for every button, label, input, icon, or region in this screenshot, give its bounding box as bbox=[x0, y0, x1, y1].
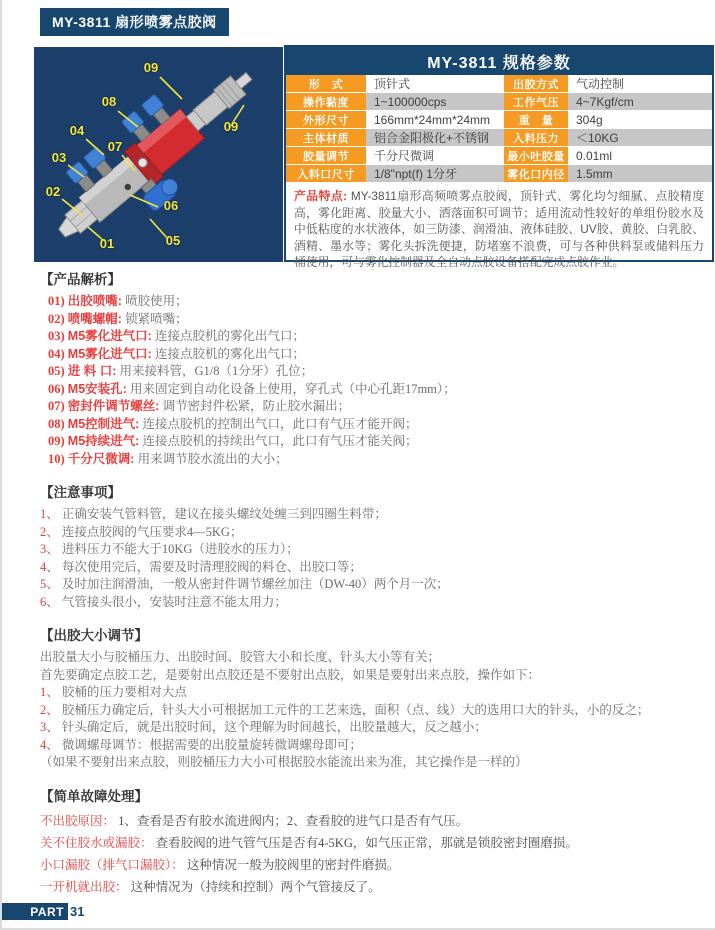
troubleshoot-item-term: 关不住胶水或漏胶： bbox=[40, 835, 153, 850]
callout-09-top: 09 bbox=[143, 60, 159, 75]
spec-table-row bbox=[286, 111, 712, 129]
spec-value: 铝合金阳极化+不锈钢 bbox=[366, 129, 504, 146]
spec-label: 最小吐胶量 bbox=[504, 147, 568, 164]
spec-value: 1.5mm bbox=[568, 165, 712, 182]
adjust-item bbox=[40, 702, 708, 720]
analysis-item-number: 04) bbox=[48, 346, 65, 361]
analysis-item-desc: 调节密封件松紧，防止胶水漏出； bbox=[162, 399, 351, 413]
callout-02: 02 bbox=[45, 184, 61, 199]
analysis-item-term: M5安装孔: bbox=[67, 381, 127, 396]
spec-value: 166mm*24mm*24mm bbox=[366, 111, 504, 128]
spec-label: 出胶方式 bbox=[504, 75, 568, 92]
spec-label: 胶量调节 bbox=[286, 147, 366, 164]
adjust-intro-line: 首先要确定点胶工艺，是要射出点胶还是不要射出点胶，如果是要射出来点胶，操作如下： bbox=[40, 667, 541, 682]
notes-item-number: 1、 bbox=[40, 507, 59, 521]
features-text: MY-3811扇形高频喷雾点胶阀，顶针式、雾化均匀细腻、点胶精度高，雾化距离、胶量大小、洒落面积可调节；适用流动性较好的单组份胶水及中低粘度的水状液体，如三防漆、润滑油、液体硅胶、UV胶、黄胶、白乳胶、酒精、墨水等；雾化头拆洗便捷，防堵塞不浪费，可与各种供料泵或储料压力桶使用，可与雾化控制器及全自动点胶设备搭配完成点胶作业。 bbox=[294, 189, 704, 269]
analysis-item-desc: 连接点胶机的雾化出气口； bbox=[154, 346, 305, 361]
analysis-item bbox=[48, 363, 708, 381]
adjust-item bbox=[40, 737, 708, 755]
notes-item-number: 2、 bbox=[40, 524, 59, 539]
section-analysis bbox=[40, 268, 708, 468]
adjust-item-number: 4、 bbox=[40, 737, 59, 752]
adjust-outro-line: （如果不要射出来点胶，则胶桶压力大小可根据胶水能流出来为准，其它操作是一样的） bbox=[40, 755, 528, 769]
analysis-item-term: 密封件调节螺丝: bbox=[67, 399, 160, 413]
analysis-item-number: 03) bbox=[48, 329, 65, 343]
analysis-item bbox=[48, 311, 708, 329]
spec-label: 外形尺寸 bbox=[286, 111, 366, 128]
troubleshoot-item-text: 这种情况一般为胶阀里的密封件磨损。 bbox=[186, 857, 400, 872]
analysis-item-term: M5雾化进气口: bbox=[67, 346, 152, 361]
notes-item bbox=[40, 541, 708, 559]
analysis-item-number: 06) bbox=[48, 381, 65, 396]
adjust-item-text: 胶桶压力确定后，针头大小可根据加工元件的工艺来选，面积（点、线）大的选用口大的针头，小的反之； bbox=[61, 702, 650, 717]
analysis-item bbox=[48, 381, 708, 399]
callout-04: 04 bbox=[69, 123, 85, 138]
analysis-item-desc: 喷胶使用； bbox=[125, 294, 188, 308]
callout-03: 03 bbox=[51, 150, 67, 165]
spec-label: 入料口尺寸 bbox=[286, 165, 366, 182]
spec-value: 1~100000cps bbox=[366, 93, 504, 110]
adjust-item bbox=[40, 719, 708, 737]
adjust-item-text: 胶桶的压力要相对大点 bbox=[61, 685, 187, 699]
analysis-item-term: 千分尺微调: bbox=[67, 451, 135, 466]
analysis-item-number: 07) bbox=[48, 399, 65, 413]
spec-value: 顶针式 bbox=[366, 75, 504, 92]
analysis-item-term: 喷嘴螺帽: bbox=[67, 311, 122, 326]
troubleshoot-item bbox=[40, 854, 708, 876]
spec-panel bbox=[284, 45, 714, 269]
analysis-item-desc: 锁紧喷嘴； bbox=[125, 311, 188, 326]
troubleshoot-item bbox=[40, 876, 708, 898]
callout-01: 01 bbox=[99, 236, 115, 251]
spec-label: 主体材质 bbox=[286, 129, 366, 146]
analysis-item-desc: 连接点胶机的持续出气口，此口有气压才能关阀； bbox=[142, 434, 418, 448]
analysis-item bbox=[48, 433, 708, 451]
callout-09-right: 09 bbox=[223, 119, 239, 134]
analysis-item bbox=[48, 328, 708, 346]
troubleshoot-item bbox=[40, 832, 708, 854]
analysis-item-term: 进 料 口: bbox=[67, 364, 117, 378]
troubleshoot-item-term: 不出胶原因： bbox=[40, 813, 116, 828]
analysis-item bbox=[48, 398, 708, 416]
page-number: 31 bbox=[70, 904, 85, 919]
troubleshoot-item-term: 小口漏胶（排气口漏胶）： bbox=[40, 857, 184, 872]
section-notes bbox=[40, 481, 708, 611]
notes-item bbox=[40, 559, 708, 577]
adjust-item-number: 3、 bbox=[40, 720, 59, 734]
section-troubleshoot bbox=[40, 785, 708, 898]
spec-table-row bbox=[286, 147, 712, 165]
analysis-item bbox=[48, 451, 708, 469]
spec-label: 形 式 bbox=[286, 75, 366, 92]
analysis-item-number: 01) bbox=[48, 294, 65, 308]
product-photo bbox=[34, 47, 283, 262]
analysis-item-term: M5雾化进气口: bbox=[67, 329, 152, 343]
spec-label: 工作气压 bbox=[504, 93, 568, 110]
spec-table-row bbox=[286, 165, 712, 183]
troubleshoot-item bbox=[40, 810, 708, 832]
analysis-item bbox=[48, 346, 708, 364]
part-label-bar bbox=[2, 903, 68, 920]
adjust-item-number: 1、 bbox=[40, 685, 59, 699]
analysis-item-desc: 用来接料管，G1/8（1分牙）孔位； bbox=[119, 364, 314, 378]
section-analysis-heading: 【产品解析】 bbox=[40, 272, 121, 287]
troubleshoot-item-term: 一开机就出胶： bbox=[40, 879, 128, 894]
analysis-item-number: 09) bbox=[48, 434, 65, 448]
analysis-item-number: 08) bbox=[48, 416, 65, 431]
adjust-item bbox=[40, 684, 708, 702]
spec-table bbox=[286, 75, 712, 183]
notes-item-text: 及时加注润滑油，一般从密封件调节螺丝加注（DW-40）两个月一次； bbox=[61, 577, 449, 591]
analysis-item-term: M5控制进气: bbox=[67, 416, 140, 431]
notes-item-text: 连接点胶阀的气压要求4—5KG； bbox=[61, 524, 243, 539]
callout-08: 08 bbox=[101, 94, 117, 109]
callout-06: 06 bbox=[163, 198, 179, 213]
analysis-item bbox=[48, 293, 708, 311]
adjust-item-text: 针头确定后，就是出胶时间，这个理解为时间越长，出胶量越大，反之越小； bbox=[61, 720, 487, 734]
page-title bbox=[40, 8, 229, 36]
troubleshoot-item-text: 查看胶阀的进气管气压是否有4-5KG，如气压正常，那就是锁胶密封圈磨损。 bbox=[155, 835, 578, 850]
spec-value: 0.01ml bbox=[568, 147, 712, 164]
section-adjust-heading: 【出胶大小调节】 bbox=[40, 628, 148, 643]
analysis-item-term: 出胶喷嘴: bbox=[67, 294, 122, 308]
spec-table-row bbox=[286, 93, 712, 111]
spec-value: 304g bbox=[568, 111, 712, 128]
analysis-item bbox=[48, 416, 708, 434]
spec-table-row bbox=[286, 75, 712, 93]
spec-panel-title-text: MY-3811 规格参数 bbox=[427, 54, 571, 72]
notes-item bbox=[40, 524, 708, 542]
analysis-item-number: 05) bbox=[48, 364, 65, 378]
analysis-item-desc: 连接点胶机的控制出气口，此口有气压才能开阀； bbox=[142, 416, 418, 431]
spec-value: 气动控制 bbox=[568, 75, 712, 92]
notes-item bbox=[40, 506, 708, 524]
analysis-item-desc: 用来调节胶水流出的大小； bbox=[137, 451, 288, 466]
notes-item-number: 6、 bbox=[40, 594, 59, 609]
notes-item-text: 每次使用完后，需要及时清理胶阀的料仓、出胶口等； bbox=[61, 559, 362, 574]
spec-label: 入料压力 bbox=[504, 129, 568, 146]
troubleshoot-item-text: 这种情况为（持续和控制）两个气管接反了。 bbox=[130, 879, 381, 894]
part-label: PART bbox=[30, 904, 64, 919]
spec-panel-title bbox=[286, 47, 712, 75]
spec-value: 1/8"npt(f) 1分牙 bbox=[366, 165, 504, 182]
analysis-item-term: M5持续进气: bbox=[67, 434, 140, 448]
analysis-item-desc: 用来固定到自动化设备上使用，穿孔式（中心孔距17mm）； bbox=[129, 381, 456, 396]
analysis-item-desc: 连接点胶机的雾化出气口； bbox=[154, 329, 305, 343]
troubleshoot-item-text: 1、查看是否有胶水流进阀内；2、查看胶的进气口是否有气压。 bbox=[118, 813, 469, 828]
analysis-item-number: 02) bbox=[48, 311, 65, 326]
notes-item-number: 5、 bbox=[40, 577, 59, 591]
callout-05: 05 bbox=[165, 233, 181, 248]
spec-value: 千分尺微调 bbox=[366, 147, 504, 164]
notes-item-text: 进料压力不能大于10KG（进胶水的压力）； bbox=[61, 542, 299, 556]
spec-value: 4~7Kgf/cm bbox=[568, 93, 712, 110]
page-footer bbox=[2, 903, 84, 920]
spec-label: 雾化口内径 bbox=[504, 165, 568, 182]
section-troubleshoot-heading: 【简单故障处理】 bbox=[40, 788, 148, 804]
spec-label: 重 量 bbox=[504, 111, 568, 128]
adjust-item-number: 2、 bbox=[40, 702, 59, 717]
spec-label: 操作黏度 bbox=[286, 93, 366, 110]
notes-item-text: 正确安装气管料管，建议在接头螺纹处缠三到四圈生料带； bbox=[61, 507, 387, 521]
adjust-intro-line: 出胶量大小与胶桶压力、出胶时间、胶管大小和长度、针头大小等有关； bbox=[40, 650, 441, 664]
notes-item bbox=[40, 594, 708, 612]
notes-item-number: 3、 bbox=[40, 542, 59, 556]
notes-item-text: 气管接头很小，安装时注意不能太用力； bbox=[61, 594, 287, 609]
callout-07: 07 bbox=[107, 139, 123, 154]
adjust-item-text: 微调螺母调节：根据需要的出胶量旋转微调螺母即可； bbox=[61, 737, 362, 752]
spec-table-row bbox=[286, 129, 712, 147]
body-sections bbox=[40, 268, 708, 898]
features-label: 产品特点: bbox=[294, 189, 348, 203]
product-features bbox=[286, 183, 712, 275]
page-title-text: MY-3811 扇形喷雾点胶阀 bbox=[52, 14, 217, 30]
section-adjust bbox=[40, 624, 708, 772]
spec-value: ＜10KG bbox=[568, 129, 712, 146]
notes-item-number: 4、 bbox=[40, 559, 59, 574]
analysis-item-number: 10) bbox=[48, 451, 65, 466]
section-notes-heading: 【注意事项】 bbox=[40, 485, 121, 500]
notes-item bbox=[40, 576, 708, 594]
